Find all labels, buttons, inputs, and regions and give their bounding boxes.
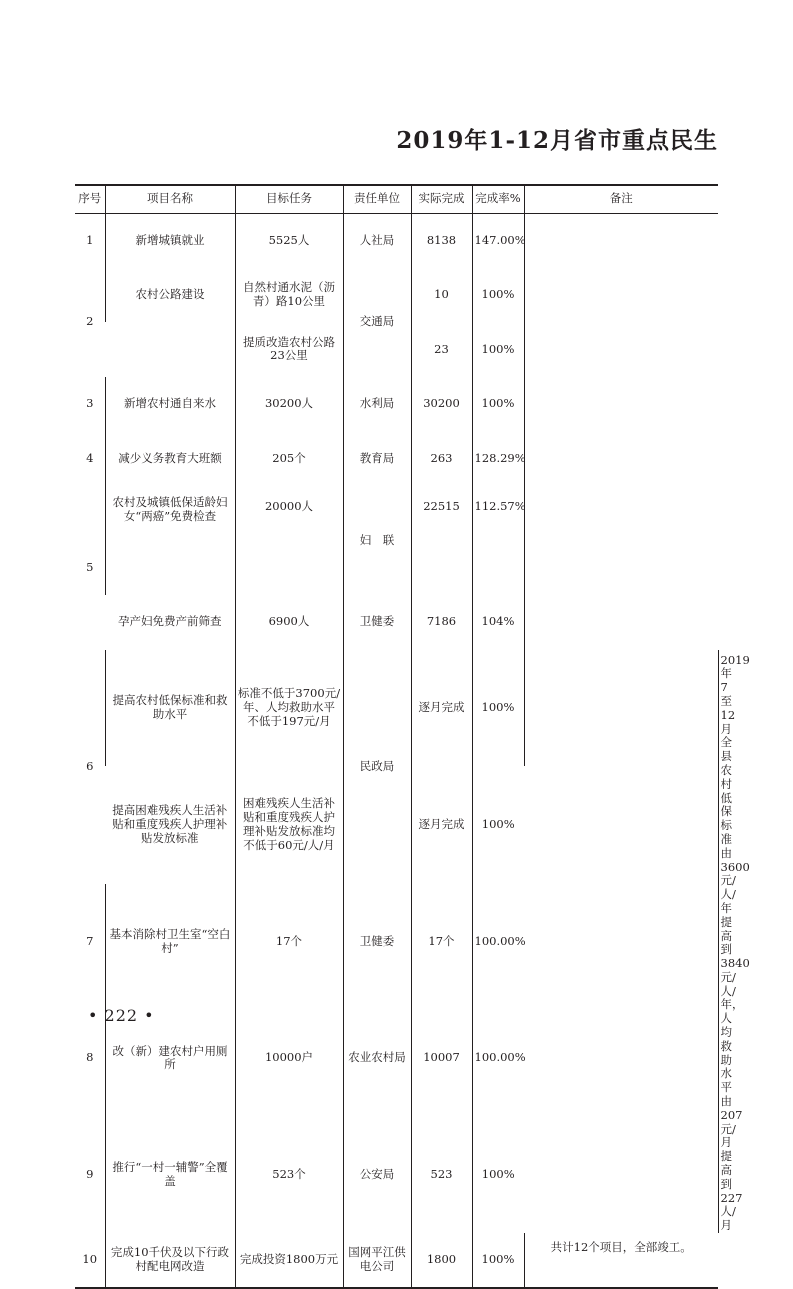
column-header: 实际完成 [411,185,472,213]
table-row: 6 提高农村低保标准和救助水平 标准不低于3700元/年、人均救助水平不低于197元/月 民政局 逐月完成 100% 2019年7至12月全县农村低保标准由3600元/人/年提高到3840元/人/年，人均救助水平由207元/月提高到227人/月 [75,650,718,766]
completion-rate: 100% [472,1117,524,1233]
completion-rate: 100% [472,650,524,766]
project-name: 农村公路建设 [105,268,235,323]
actual-completion: 23 [411,322,472,377]
column-header: 责任单位 [343,185,411,213]
actual-completion: 8138 [411,213,472,268]
row-number: 1 [86,232,94,247]
completion-rate: 100.00% [472,884,524,1000]
project-name: 推行“一村一辅警”全覆盖 [105,1117,235,1233]
row-number: 3 [86,396,94,411]
responsible-unit: 水利局 [343,377,411,432]
project-name: 基本消除村卫生室“空白村” [105,884,235,1000]
responsible-unit: 教育局 [343,431,411,486]
table-row [75,213,718,268]
column-header: 项目名称 [105,185,235,213]
project-name: 新增农村通自来水 [105,377,235,432]
target-task: 自然村通水泥（沥青）路10公里 [235,268,343,323]
project-name [105,322,235,377]
table-row [75,884,718,1000]
row-number: 7 [86,934,94,949]
target-task: 标准不低于3700元/年、人均救助水平不低于197元/月 [235,650,343,766]
completion-rate: 100.00% [472,1000,524,1116]
project-name: 提高困难残疾人生活补贴和重度残疾人护理补贴发放标准 [112,803,228,845]
actual-completion: 30200 [411,377,472,432]
completion-rate: 104% [472,595,524,650]
row-number: 6 [86,758,94,773]
table-row [75,1117,718,1233]
responsible-unit: 卫健委 [343,595,411,650]
target-task: 提质改造农村公路23公里 [235,322,343,377]
row-number: 4 [86,450,94,465]
completion-rate: 147.00% [472,213,524,268]
table-row [75,1233,718,1288]
responsible-unit: 公安局 [343,1117,411,1233]
actual-completion: 1800 [411,1233,472,1288]
actual-completion: 17个 [411,884,472,1000]
actual-completion: 逐月完成 [411,766,472,884]
completion-rate: 100% [472,1233,524,1288]
column-header: 序号 [75,185,105,213]
project-name: 改（新）建农村户用厕所 [105,1000,235,1116]
actual-completion: 7186 [411,595,472,650]
remark-text: 共计12个项目，全部竣工。 [524,1233,718,1288]
project-name: 减少义务教育大班额 [105,431,235,486]
responsible-unit: 人社局 [343,213,411,268]
page-number: • 222 • [88,1006,155,1025]
completion-rate: 100% [472,377,524,432]
actual-completion: 10007 [411,1000,472,1116]
target-task: 10000户 [235,1000,343,1116]
responsible-unit: 民政局 [343,650,411,884]
row-number: 2 [86,314,94,329]
page-title: 2019年1-12月省市重点民生 [396,127,718,154]
actual-completion: 22515 [411,486,472,595]
target-task: 205个 [235,431,343,486]
target-task: 20000人 [235,486,343,595]
completion-rate: 100% [472,268,524,323]
row-number: 10 [75,1233,105,1288]
completion-rate: 128.29% [472,431,524,486]
completion-rate: 100% [472,322,524,377]
responsible-unit: 交通局 [343,268,411,377]
table-header [75,185,718,213]
project-name: 提高农村低保标准和救助水平 [105,650,235,766]
livelihood-projects-table [75,184,750,1289]
project-name: 农村及城镇低保适龄妇女“两癌”免费检查 [105,486,235,595]
responsible-unit: 国网平江供电公司 [343,1233,411,1288]
responsible-unit: 妇 联 [343,486,411,595]
column-header: 备注 [524,185,718,213]
responsible-unit: 卫健委 [343,884,411,1000]
actual-completion: 263 [411,431,472,486]
row-number: 8 [86,1050,94,1065]
row-number: 5 [86,559,94,574]
actual-completion: 523 [411,1117,472,1233]
column-header: 完成率% [472,185,524,213]
target-task: 5525人 [235,213,343,268]
target-task: 30200人 [235,377,343,432]
completion-rate: 100% [472,766,524,884]
target-task: 困难残疾人生活补贴和重度残疾人护理补贴发放标准均不低于60元/人/月 [235,766,343,884]
project-name: 完成10千伏及以下行政村配电网改造 [105,1233,235,1288]
actual-completion: 逐月完成 [411,650,472,766]
project-name: 孕产妇免费产前筛查 [118,614,222,629]
target-task: 17个 [235,884,343,1000]
completion-rate: 112.57% [472,486,524,595]
table-row [75,1000,718,1116]
target-task: 523个 [235,1117,343,1233]
responsible-unit: 农业农村局 [343,1000,411,1116]
remark-cell [524,213,718,766]
target-task: 完成投资1800万元 [235,1233,343,1288]
column-header: 目标任务 [235,185,343,213]
actual-completion: 10 [411,268,472,323]
project-name: 新增城镇就业 [105,213,235,268]
row-number: 9 [86,1166,94,1181]
target-task: 6900人 [235,595,343,650]
